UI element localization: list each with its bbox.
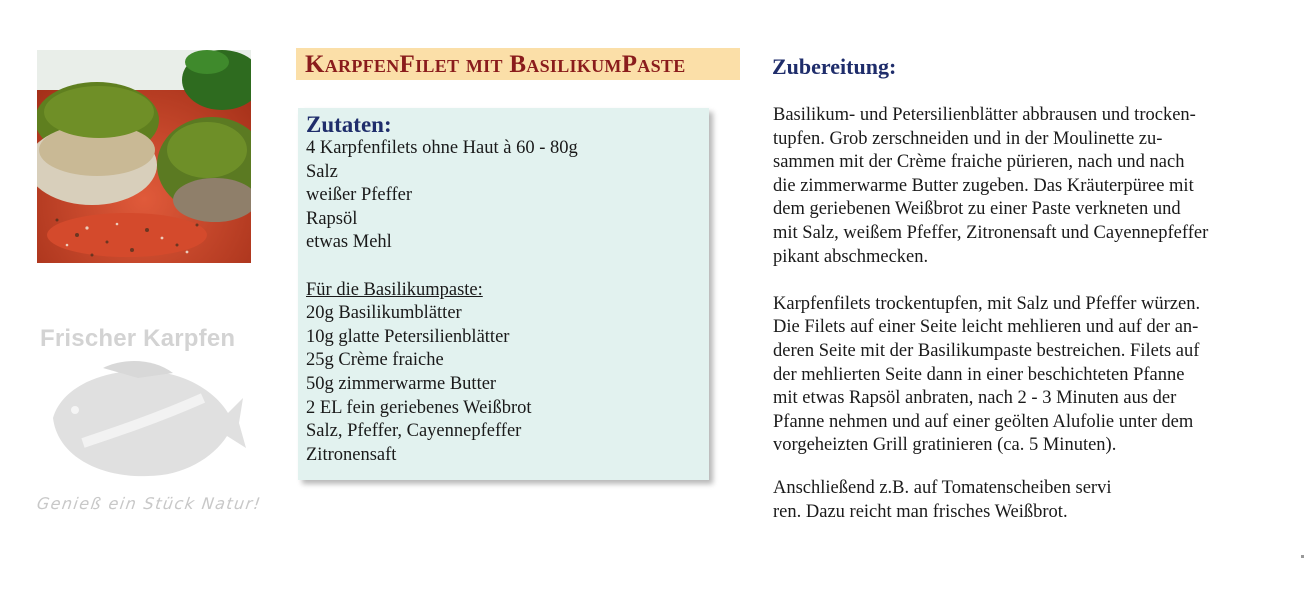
- ingredient-item: Salz: [306, 161, 338, 182]
- paste-item: Zitronensaft: [306, 444, 397, 465]
- ingredients-list: [306, 137, 578, 467]
- paste-item: 20g Basilikumblätter: [306, 303, 462, 324]
- logo-title: Frischer Karpfen: [40, 325, 236, 352]
- prep-line: Die Filets auf einer Seite leicht mehlieren und auf der an-: [773, 317, 1199, 338]
- preparation-text: [773, 104, 1283, 458]
- ingredient-item: weißer Pfeffer: [306, 185, 412, 206]
- ingredient-item: etwas Mehl: [306, 232, 392, 253]
- prep-line: ren. Dazu reicht man frisches Weißbrot.: [773, 501, 1068, 522]
- frischer-karpfen-logo: [35, 322, 263, 522]
- prep-line: mit etwas Rapsöl anbraten, nach 2 - 3 Minuten aus der: [773, 388, 1177, 409]
- prep-line: dem geriebenen Weißbrot zu einer Paste verkneten und: [773, 199, 1181, 220]
- logo-slogan: Genieß ein Stück Natur!: [35, 494, 263, 513]
- preparation-heading: Zubereitung:: [772, 54, 897, 79]
- prep-line: Karpfenfilets trockentupfen, mit Salz und Pfeffer würzen.: [773, 293, 1201, 314]
- prep-line: pikant abschmecken.: [773, 246, 929, 267]
- ingredient-item: 4 Karpfenfilets ohne Haut à 60 - 80g: [306, 138, 578, 158]
- ingredient-item: Rapsöl: [306, 208, 358, 229]
- prep-line: tupfen. Grob zerschneiden und in der Moulinette zu-: [773, 128, 1163, 149]
- recipe-title: KarpfenFilet mit BasilikumPaste: [305, 51, 686, 78]
- prep-line: mit Salz, weißem Pfeffer, Zitronensaft und Cayennepfeffer: [773, 222, 1209, 243]
- prep-line: vorgeheizten Grill gratinieren (ca. 5 Minuten).: [773, 435, 1117, 456]
- prep-line: deren Seite mit der Basilikumpaste bestreichen. Filets auf: [773, 340, 1200, 361]
- ingredients-heading: Zutaten:: [306, 112, 392, 137]
- page-mark: [1301, 555, 1304, 558]
- paste-item: 10g glatte Petersilienblätter: [306, 326, 510, 347]
- ingredients-box: [298, 108, 709, 480]
- spacer: [306, 255, 578, 279]
- paste-item: Salz, Pfeffer, Cayennepfeffer: [306, 421, 522, 442]
- prep-line: Pfanne nehmen und auf einer geölten Alufolie unter dem: [773, 411, 1194, 432]
- paste-subheading: Für die Basilikumpaste:: [306, 279, 483, 300]
- paste-item: 50g zimmerwarme Butter: [306, 373, 497, 394]
- preparation-closing: [773, 477, 1111, 524]
- carp-icon: [43, 358, 248, 488]
- spacer: [773, 269, 1283, 293]
- paste-item: 25g Crème fraiche: [306, 350, 444, 371]
- paste-item: 2 EL fein geriebenes Weißbrot: [306, 397, 532, 418]
- prep-line: die zimmerwarme Butter zugeben. Das Kräuterpüree mit: [773, 175, 1194, 196]
- prep-line: der mehlierten Seite dann in einer beschichteten Pfanne: [773, 364, 1185, 385]
- prep-line: Basilikum- und Petersilienblätter abbrausen und trocken-: [773, 105, 1196, 125]
- prep-line: Anschließend z.B. auf Tomatenscheiben servi: [773, 478, 1112, 498]
- recipe-title-bar: [296, 48, 740, 80]
- prep-line: sammen mit der Crème fraiche pürieren, nach und nach: [773, 152, 1185, 173]
- dish-photo: [37, 50, 251, 263]
